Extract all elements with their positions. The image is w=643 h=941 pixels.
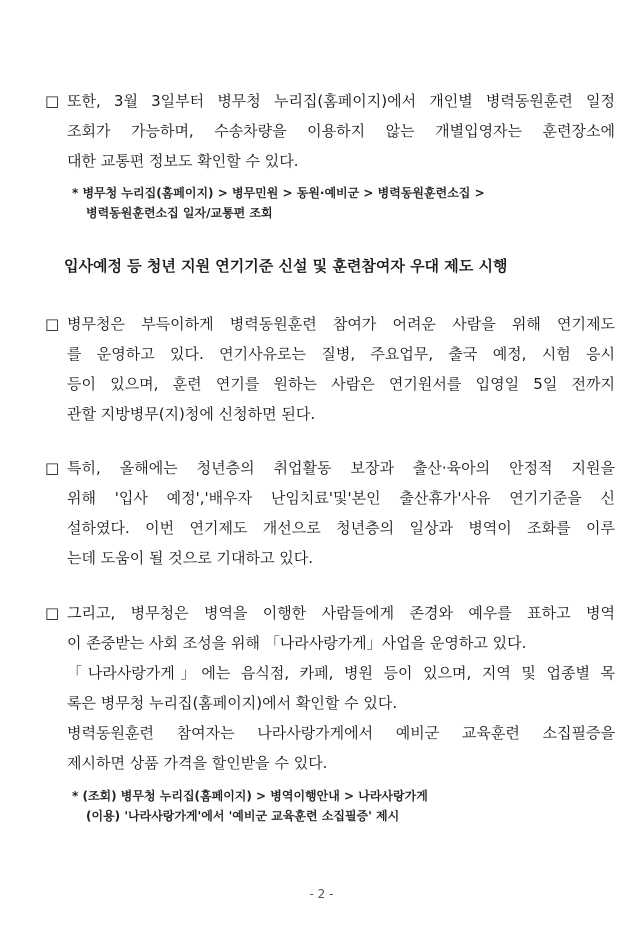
para3-line-4: 는데 도움이 될 것으로 기대하고 있다. xyxy=(67,549,313,567)
paragraph-3 xyxy=(45,453,615,573)
para3-line-1: 특히, 올해에는 청년층의 취업활동 보장과 출산·육아의 안정적 지원을 xyxy=(67,459,615,477)
para1-line-1: 또한, 3월 3일부터 병무청 누리집(홈페이지)에서 개인별 병력동원훈련 일정 xyxy=(67,92,615,110)
paragraph-2 xyxy=(45,309,615,429)
para3-line-3: 설하였다. 이번 연기제도 개선으로 청년층의 일상과 병역이 조화를 이루 xyxy=(67,519,615,537)
note-2 xyxy=(72,786,592,826)
note2-line-2: (이용) '나라사랑가게'에서 '예비군 교육훈련 소집필증' 제시 xyxy=(86,809,400,823)
para4-line-2: 이 존중받는 사회 조성을 위해 「나라사랑가게」사업을 운영하고 있다. xyxy=(67,634,527,652)
note1-line-2: 병력동원훈련소집 일자/교통편 조회 xyxy=(86,206,273,220)
bullet-box: □ xyxy=(45,315,60,333)
para4-line-6: 제시하면 상품 가격을 할인받을 수 있다. xyxy=(67,754,328,772)
bullet-box: □ xyxy=(45,92,60,110)
paragraph-4 xyxy=(45,598,615,778)
note2-line-1: (조회) 병무청 누리집(홈페이지) > 병역이행안내 > 나라사랑가게 xyxy=(82,789,428,803)
para1-line-3: 대한 교통편 정보도 확인할 수 있다. xyxy=(67,152,299,170)
note1-bullet: * xyxy=(72,186,79,200)
para4-line-5: 병력동원훈련 참여자는 나라사랑가게에서 예비군 교육훈련 소집필증을 xyxy=(67,724,615,742)
note-1 xyxy=(72,183,592,223)
para4-line-3: 「나라사랑가게」에는 음식점, 카페, 병원 등이 있으며, 지역 및 업종별 목 xyxy=(67,664,615,682)
para2-line-1: 병무청은 부득이하게 병력동원훈련 참여가 어려운 사람을 위해 연기제도 xyxy=(67,315,615,333)
paragraph-1 xyxy=(45,86,615,176)
bullet-box: □ xyxy=(45,459,60,477)
para4-line-4: 록은 병무청 누리집(홈페이지)에서 확인할 수 있다. xyxy=(67,694,398,712)
note2-bullet: * xyxy=(72,789,79,803)
para2-line-4: 관할 지방병무(지)청에 신청하면 된다. xyxy=(67,405,316,423)
para4-line-1: 그리고, 병무청은 병역을 이행한 사람들에게 존경와 예우를 표하고 병역 xyxy=(67,604,615,622)
bullet-box: □ xyxy=(45,604,60,622)
note1-line-1: 병무청 누리집(홈페이지) > 병무민원 > 동원·예비군 > 병력동원훈련소집 > xyxy=(82,186,485,200)
page-number: - 2 - xyxy=(309,887,334,901)
para2-line-3: 등이 있으며, 훈련 연기를 원하는 사람은 연기원서를 입영일 5일 전까지 xyxy=(67,375,615,393)
para3-line-2: 위해 '입사 예정','배우자 난임치료'및'본인 출산휴가'사유 연기기준을 신 xyxy=(67,489,615,507)
para2-line-2: 를 운영하고 있다. 연기사유로는 질병, 주요업무, 출국 예정, 시험 응시 xyxy=(67,345,615,363)
para1-line-2: 조회가 가능하며, 수송차량을 이용하지 않는 개별입영자는 훈련장소에 xyxy=(67,122,615,140)
section-heading: 입사예정 등 청년 지원 연기기준 신설 및 훈련참여자 우대 제도 시행 xyxy=(64,257,508,275)
